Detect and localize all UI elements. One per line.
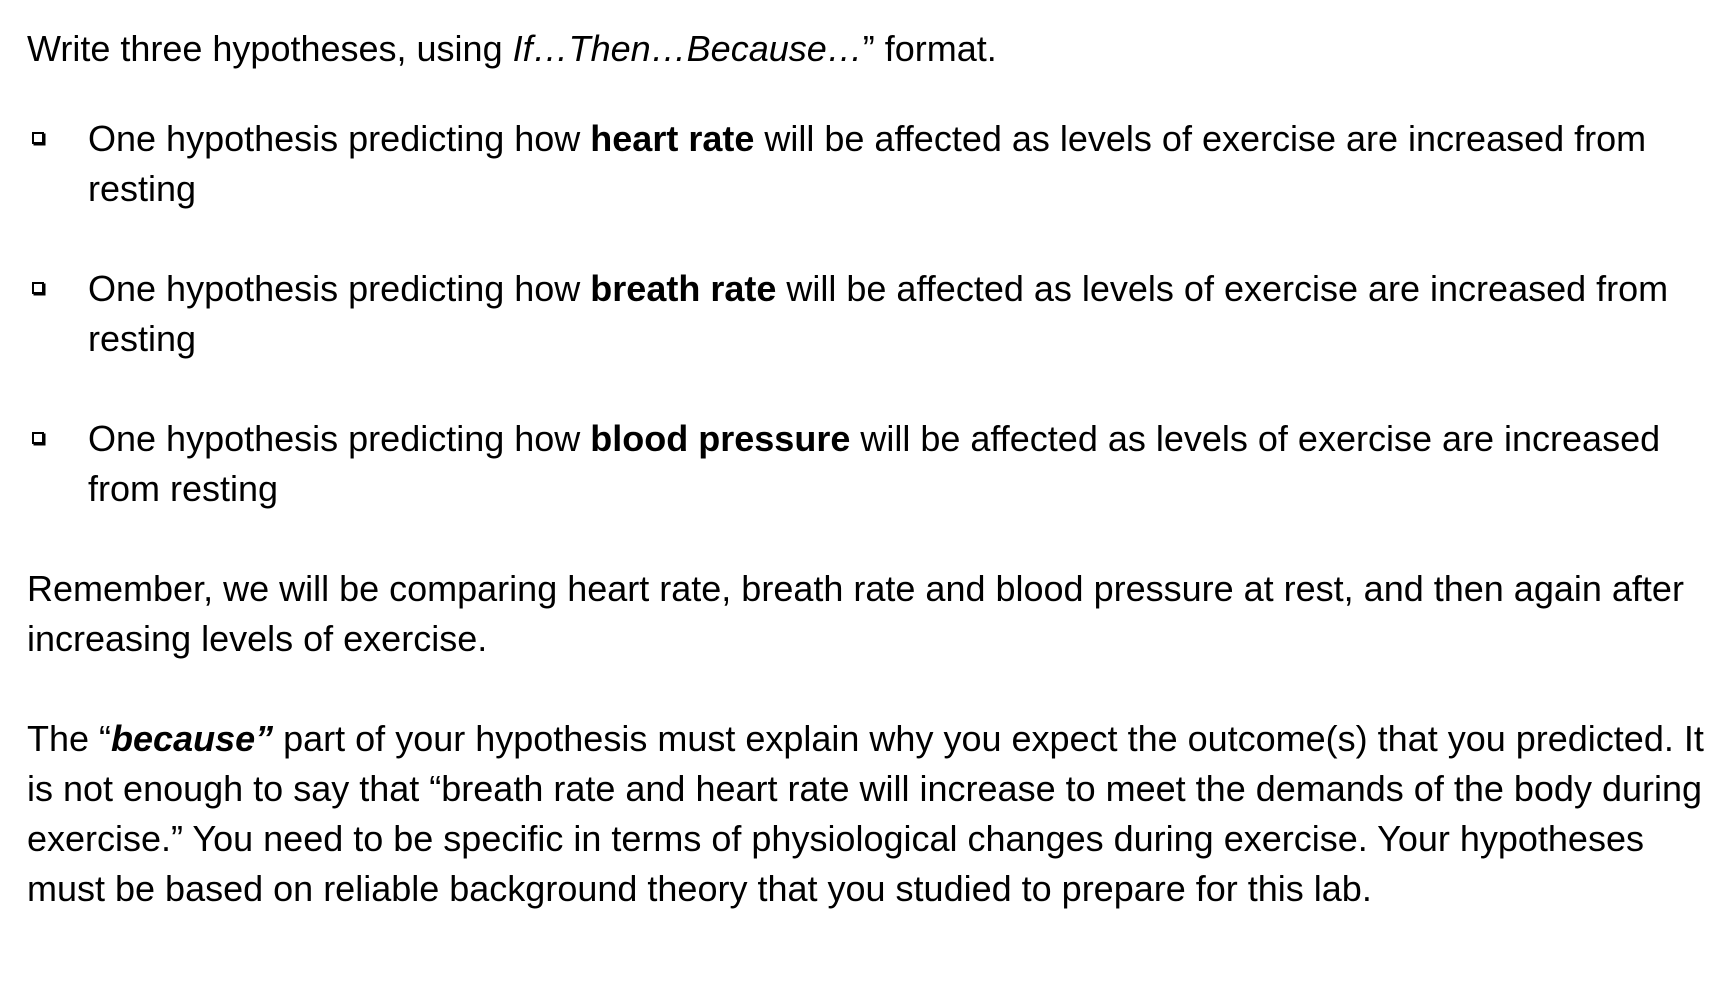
intro-format-italic: If…Then…Because… [512,28,863,69]
because-text-post: part of your hypothesis must explain why you expect the outcome(s) that you predicted. It is not enough to say that “breath rate and heart rate will increase to meet the demands of the body during exercise.” You need to be specific in terms of physiological changes during exercise. Your hypotheses must be based on reliable background theory that you studied to prepare for this lab. [27,718,1704,909]
checklist-item-bold: breath rate [590,268,777,309]
intro-text-pre: Write three hypotheses, using [27,28,513,69]
hypothesis-checklist [27,114,1707,514]
checkbox-icon [32,282,44,294]
checkbox-icon [32,132,44,144]
checklist-item-bold: blood pressure [590,418,851,459]
instructions-intro [27,24,1707,74]
because-paragraph [27,714,1707,914]
checklist-item-breath-rate [27,264,1707,364]
checklist-item-post: will be affected as levels of exercise are increased from resting [88,268,1669,359]
because-text-pre: The “ [27,718,112,759]
checklist-item-post: will be affected as levels of exercise are increased from resting [88,418,1661,509]
checkbox-icon [32,432,44,444]
because-keyword: because” [111,718,274,759]
checklist-item-post: will be affected as levels of exercise are increased from resting [88,118,1647,209]
document-page [27,24,1707,914]
checklist-item-pre: One hypothesis predicting how [88,268,591,309]
checklist-item-bold: heart rate [590,118,755,159]
checklist-item-pre: One hypothesis predicting how [88,118,591,159]
checklist-item-heart-rate [27,114,1707,214]
checklist-item-blood-pressure [27,414,1707,514]
checklist-item-pre: One hypothesis predicting how [88,418,591,459]
intro-text-post: ” format. [862,28,997,69]
reminder-paragraph: Remember, we will be comparing heart rate, breath rate and blood pressure at rest, and then again after increasing levels of exercise. [27,568,1684,659]
